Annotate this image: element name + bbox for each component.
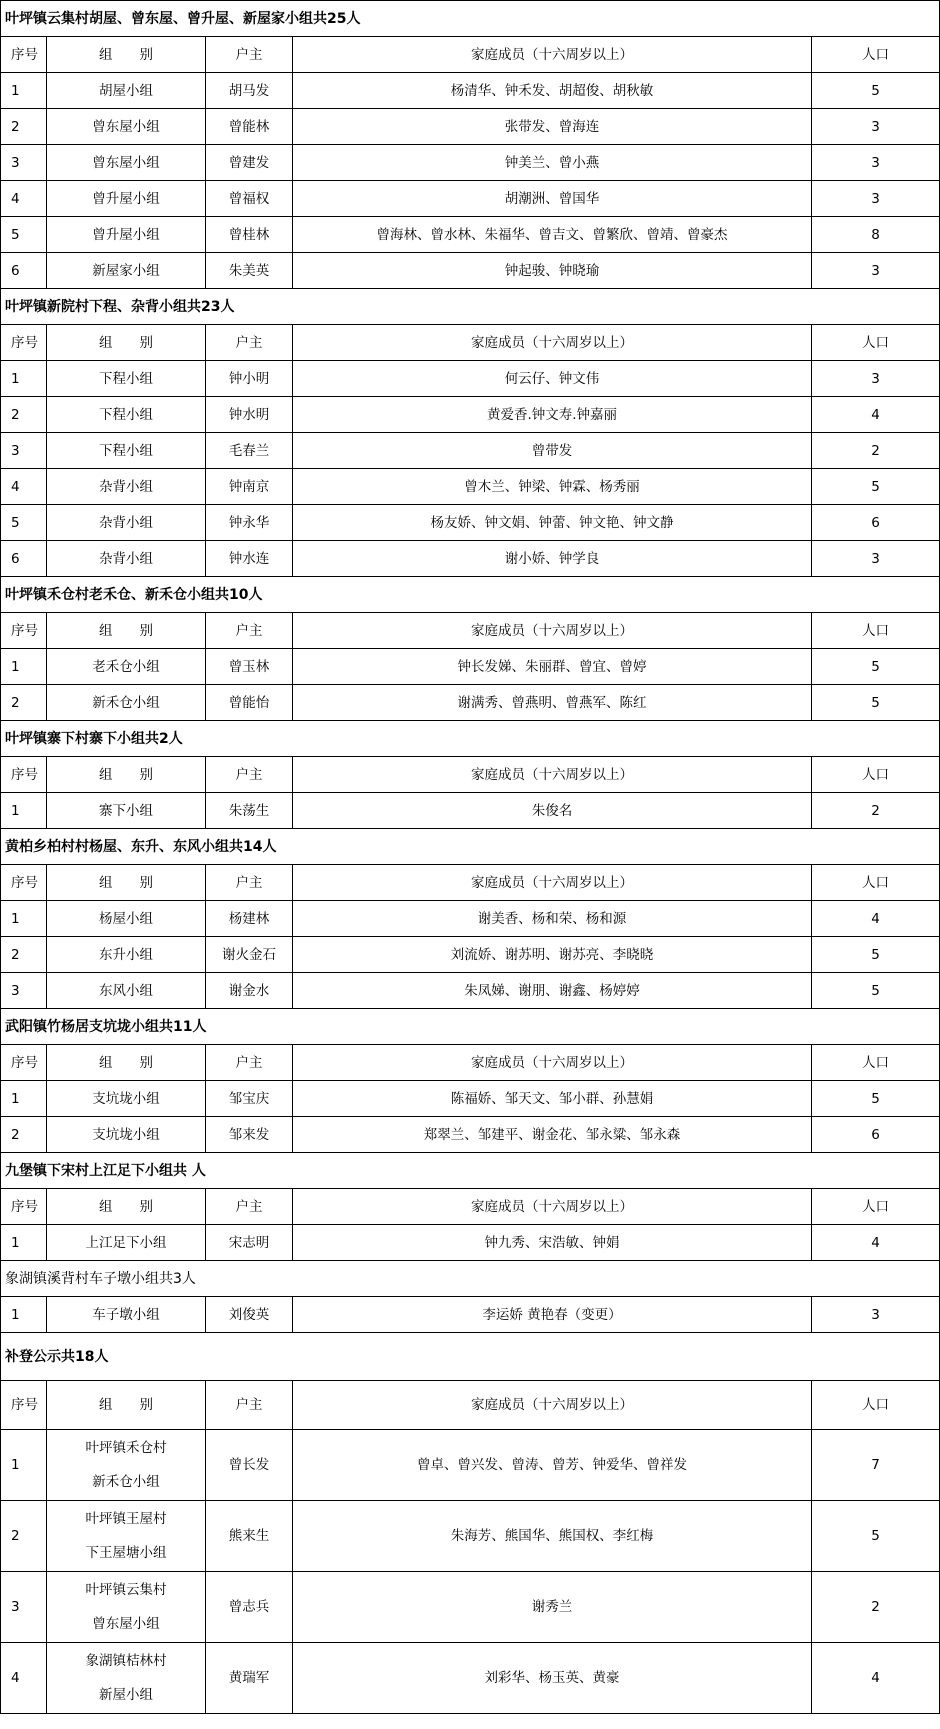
section-title: 叶坪镇云集村胡屋、曾东屋、曾升屋、新屋家小组共25人	[1, 1, 940, 37]
group-line-1: 象湖镇桔林村	[85, 1653, 167, 1669]
section-title: 叶坪镇寨下村寨下小组共2人	[1, 721, 940, 757]
table-row	[1, 793, 940, 829]
table-row	[1, 1225, 940, 1261]
cell-seq: 4	[1, 181, 47, 217]
cell-count: 6	[812, 1117, 940, 1153]
cell-count: 3	[812, 541, 940, 577]
header-head: 户主	[206, 325, 293, 361]
section-title: 九堡镇下宋村上江足下小组共 人	[1, 1153, 940, 1189]
cell-group: 杨屋小组	[47, 901, 206, 937]
cell-group	[47, 1643, 206, 1714]
section-title: 叶坪镇新院村下程、杂背小组共23人	[1, 289, 940, 325]
section-title: 黄柏乡柏村村杨屋、东升、东风小组共14人	[1, 829, 940, 865]
cell-group: 车子墩小组	[47, 1297, 206, 1333]
cell-seq: 1	[1, 1081, 47, 1117]
cell-members: 李运娇 黄艳春（变更）	[293, 1297, 812, 1333]
header-members: 家庭成员（十六周岁以上）	[293, 325, 812, 361]
cell-head: 刘俊英	[206, 1297, 293, 1333]
header-row	[1, 1381, 940, 1430]
header-members: 家庭成员（十六周岁以上）	[293, 1381, 812, 1430]
cell-head: 钟南京	[206, 469, 293, 505]
cell-members: 朱凤娣、谢朋、谢鑫、杨婷婷	[293, 973, 812, 1009]
table-row	[1, 253, 940, 289]
table-row	[1, 1572, 940, 1643]
cell-seq: 1	[1, 1297, 47, 1333]
cell-seq: 1	[1, 1225, 47, 1261]
cell-group	[47, 1501, 206, 1572]
cell-members: 曾带发	[293, 433, 812, 469]
header-head: 户主	[206, 757, 293, 793]
section-title-row	[1, 721, 940, 757]
cell-count: 2	[812, 793, 940, 829]
cell-head: 钟永华	[206, 505, 293, 541]
cell-seq: 2	[1, 397, 47, 433]
cell-seq: 2	[1, 1501, 47, 1572]
cell-head: 朱荡生	[206, 793, 293, 829]
cell-count: 5	[812, 973, 940, 1009]
cell-head: 钟水连	[206, 541, 293, 577]
cell-count: 5	[812, 1081, 940, 1117]
section-title-row	[1, 1, 940, 37]
cell-seq: 3	[1, 145, 47, 181]
cell-group: 东风小组	[47, 973, 206, 1009]
cell-count: 3	[812, 145, 940, 181]
cell-group: 杂背小组	[47, 541, 206, 577]
header-seq: 序号	[1, 1381, 47, 1430]
cell-members: 黄爱香.钟文寿.钟嘉丽	[293, 397, 812, 433]
cell-head: 朱美英	[206, 253, 293, 289]
cell-members: 郑翠兰、邹建平、谢金花、邹永粱、邹永森	[293, 1117, 812, 1153]
cell-seq: 3	[1, 1572, 47, 1643]
cell-members: 胡潮洲、曾国华	[293, 181, 812, 217]
cell-head: 曾志兵	[206, 1572, 293, 1643]
header-count: 人口	[812, 1189, 940, 1225]
group-line-2: 新屋小组	[99, 1687, 153, 1703]
cell-count: 5	[812, 73, 940, 109]
table-row	[1, 649, 940, 685]
cell-members: 杨清华、钟禾发、胡超俊、胡秋敏	[293, 73, 812, 109]
cell-group: 曾东屋小组	[47, 145, 206, 181]
cell-count: 4	[812, 901, 940, 937]
cell-group: 曾东屋小组	[47, 109, 206, 145]
header-group: 组 别	[47, 757, 206, 793]
cell-count: 4	[812, 1643, 940, 1714]
header-count: 人口	[812, 613, 940, 649]
table-row	[1, 1297, 940, 1333]
cell-members: 曾海林、曾水林、朱福华、曾吉文、曾繁欣、曾靖、曾豪杰	[293, 217, 812, 253]
cell-seq: 1	[1, 1430, 47, 1501]
cell-members: 谢秀兰	[293, 1572, 812, 1643]
cell-group: 胡屋小组	[47, 73, 206, 109]
section-title: 武阳镇竹杨居支坑垅小组共11人	[1, 1009, 940, 1045]
header-seq: 序号	[1, 1189, 47, 1225]
cell-count: 3	[812, 109, 940, 145]
section-title-row	[1, 1153, 940, 1189]
cell-count: 5	[812, 469, 940, 505]
header-count: 人口	[812, 37, 940, 73]
cell-head: 曾福权	[206, 181, 293, 217]
section-title: 补登公示共18人	[1, 1333, 940, 1381]
cell-members: 陈福娇、邹天文、邹小群、孙慧娟	[293, 1081, 812, 1117]
cell-members: 钟起骏、钟晓瑜	[293, 253, 812, 289]
table-row	[1, 1081, 940, 1117]
table-row	[1, 937, 940, 973]
cell-seq: 5	[1, 217, 47, 253]
table-row	[1, 397, 940, 433]
table-row	[1, 901, 940, 937]
cell-seq: 6	[1, 541, 47, 577]
section-title: 象湖镇溪背村车子墩小组共3人	[1, 1261, 940, 1297]
table-row	[1, 217, 940, 253]
cell-seq: 3	[1, 973, 47, 1009]
cell-count: 3	[812, 1297, 940, 1333]
cell-members: 刘流娇、谢苏明、谢苏亮、李晓晓	[293, 937, 812, 973]
cell-count: 4	[812, 1225, 940, 1261]
table-row	[1, 145, 940, 181]
cell-group	[47, 1572, 206, 1643]
cell-count: 8	[812, 217, 940, 253]
cell-head: 邹来发	[206, 1117, 293, 1153]
cell-seq: 4	[1, 469, 47, 505]
cell-group: 曾升屋小组	[47, 217, 206, 253]
cell-members: 张带发、曾海连	[293, 109, 812, 145]
header-head: 户主	[206, 1381, 293, 1430]
section-title-row	[1, 289, 940, 325]
cell-count: 3	[812, 181, 940, 217]
header-count: 人口	[812, 757, 940, 793]
group-line-2: 新禾仓小组	[92, 1474, 160, 1490]
header-seq: 序号	[1, 325, 47, 361]
cell-count: 4	[812, 397, 940, 433]
cell-group: 支坑垅小组	[47, 1117, 206, 1153]
cell-head: 黄瑞军	[206, 1643, 293, 1714]
cell-seq: 1	[1, 793, 47, 829]
header-head: 户主	[206, 37, 293, 73]
cell-count: 3	[812, 361, 940, 397]
cell-count: 5	[812, 685, 940, 721]
group-line-2: 曾东屋小组	[92, 1616, 160, 1632]
cell-head: 曾长发	[206, 1430, 293, 1501]
cell-head: 曾能怡	[206, 685, 293, 721]
cell-seq: 1	[1, 649, 47, 685]
cell-group: 曾升屋小组	[47, 181, 206, 217]
cell-head: 宋志明	[206, 1225, 293, 1261]
cell-head: 钟小明	[206, 361, 293, 397]
header-members: 家庭成员（十六周岁以上）	[293, 37, 812, 73]
cell-seq: 4	[1, 1643, 47, 1714]
cell-seq: 2	[1, 685, 47, 721]
cell-head: 曾建发	[206, 145, 293, 181]
cell-members: 钟九秀、宋浩敏、钟娟	[293, 1225, 812, 1261]
header-count: 人口	[812, 865, 940, 901]
table-row	[1, 1430, 940, 1501]
cell-group: 老禾仓小组	[47, 649, 206, 685]
cell-members: 谢满秀、曾燕明、曾燕军、陈红	[293, 685, 812, 721]
header-head: 户主	[206, 1189, 293, 1225]
table-row	[1, 361, 940, 397]
cell-count: 2	[812, 1572, 940, 1643]
cell-seq: 3	[1, 433, 47, 469]
table-row	[1, 469, 940, 505]
table-row	[1, 505, 940, 541]
header-row	[1, 1045, 940, 1081]
cell-group	[47, 1430, 206, 1501]
cell-seq: 2	[1, 1117, 47, 1153]
cell-seq: 1	[1, 361, 47, 397]
section-title-row	[1, 829, 940, 865]
header-group: 组 别	[47, 37, 206, 73]
cell-head: 曾玉林	[206, 649, 293, 685]
cell-seq: 5	[1, 505, 47, 541]
header-row	[1, 325, 940, 361]
cell-group: 东升小组	[47, 937, 206, 973]
cell-count: 7	[812, 1430, 940, 1501]
header-row	[1, 757, 940, 793]
section-title-row	[1, 577, 940, 613]
cell-count: 5	[812, 1501, 940, 1572]
cell-members: 钟美兰、曾小燕	[293, 145, 812, 181]
cell-members: 谢美香、杨和荣、杨和源	[293, 901, 812, 937]
cell-group: 新禾仓小组	[47, 685, 206, 721]
header-seq: 序号	[1, 865, 47, 901]
cell-head: 谢火金石	[206, 937, 293, 973]
table-row	[1, 1501, 940, 1572]
cell-head: 曾能林	[206, 109, 293, 145]
table-row	[1, 541, 940, 577]
cell-members: 朱海芳、熊国华、熊国权、李红梅	[293, 1501, 812, 1572]
group-line-1: 叶坪镇云集村	[85, 1582, 167, 1598]
header-group: 组 别	[47, 865, 206, 901]
header-members: 家庭成员（十六周岁以上）	[293, 613, 812, 649]
cell-count: 2	[812, 433, 940, 469]
table-row	[1, 1643, 940, 1714]
header-seq: 序号	[1, 757, 47, 793]
cell-count: 5	[812, 649, 940, 685]
group-line-1: 叶坪镇王屋村	[85, 1511, 167, 1527]
table-row	[1, 73, 940, 109]
cell-group: 上江足下小组	[47, 1225, 206, 1261]
cell-members: 何云仔、钟文伟	[293, 361, 812, 397]
cell-group: 杂背小组	[47, 469, 206, 505]
table-row	[1, 973, 940, 1009]
cell-head: 熊来生	[206, 1501, 293, 1572]
cell-group: 支坑垅小组	[47, 1081, 206, 1117]
cell-seq: 1	[1, 73, 47, 109]
group-line-2: 下王屋塘小组	[85, 1545, 167, 1561]
cell-head: 胡马发	[206, 73, 293, 109]
header-seq: 序号	[1, 1045, 47, 1081]
header-members: 家庭成员（十六周岁以上）	[293, 757, 812, 793]
section-title: 叶坪镇禾仓村老禾仓、新禾仓小组共10人	[1, 577, 940, 613]
cell-seq: 6	[1, 253, 47, 289]
header-head: 户主	[206, 865, 293, 901]
cell-count: 3	[812, 253, 940, 289]
header-row	[1, 613, 940, 649]
cell-group: 下程小组	[47, 433, 206, 469]
group-line-1: 叶坪镇禾仓村	[85, 1440, 167, 1456]
table-row	[1, 685, 940, 721]
header-group: 组 别	[47, 1189, 206, 1225]
cell-seq: 2	[1, 109, 47, 145]
cell-head: 毛春兰	[206, 433, 293, 469]
header-members: 家庭成员（十六周岁以上）	[293, 865, 812, 901]
header-head: 户主	[206, 1045, 293, 1081]
table-row	[1, 181, 940, 217]
header-row	[1, 1189, 940, 1225]
section-title-row	[1, 1333, 940, 1381]
table-row	[1, 433, 940, 469]
cell-members: 钟长发娣、朱丽群、曾宜、曾婷	[293, 649, 812, 685]
header-row	[1, 865, 940, 901]
cell-members: 朱俊名	[293, 793, 812, 829]
cell-group: 杂背小组	[47, 505, 206, 541]
section-title-row	[1, 1261, 940, 1297]
header-row	[1, 37, 940, 73]
section-title-row	[1, 1009, 940, 1045]
table-row	[1, 1117, 940, 1153]
cell-group: 新屋家小组	[47, 253, 206, 289]
cell-head: 谢金水	[206, 973, 293, 1009]
cell-group: 寨下小组	[47, 793, 206, 829]
header-members: 家庭成员（十六周岁以上）	[293, 1189, 812, 1225]
cell-head: 钟水明	[206, 397, 293, 433]
cell-members: 刘彩华、杨玉英、黄豪	[293, 1643, 812, 1714]
cell-members: 谢小娇、钟学良	[293, 541, 812, 577]
header-seq: 序号	[1, 613, 47, 649]
cell-group: 下程小组	[47, 361, 206, 397]
header-group: 组 别	[47, 325, 206, 361]
header-count: 人口	[812, 1045, 940, 1081]
cell-group: 下程小组	[47, 397, 206, 433]
cell-head: 杨建林	[206, 901, 293, 937]
cell-head: 邹宝庆	[206, 1081, 293, 1117]
header-seq: 序号	[1, 37, 47, 73]
header-head: 户主	[206, 613, 293, 649]
cell-seq: 2	[1, 937, 47, 973]
table-row	[1, 109, 940, 145]
cell-count: 5	[812, 937, 940, 973]
cell-count: 6	[812, 505, 940, 541]
header-group: 组 别	[47, 1381, 206, 1430]
cell-members: 杨友娇、钟文娟、钟蕾、钟文艳、钟文静	[293, 505, 812, 541]
header-group: 组 别	[47, 1045, 206, 1081]
cell-head: 曾桂林	[206, 217, 293, 253]
cell-members: 曾卓、曾兴发、曾涛、曾芳、钟爱华、曾祥发	[293, 1430, 812, 1501]
cell-members: 曾木兰、钟梁、钟霖、杨秀丽	[293, 469, 812, 505]
cell-seq: 1	[1, 901, 47, 937]
header-count: 人口	[812, 1381, 940, 1430]
header-members: 家庭成员（十六周岁以上）	[293, 1045, 812, 1081]
header-count: 人口	[812, 325, 940, 361]
header-group: 组 别	[47, 613, 206, 649]
